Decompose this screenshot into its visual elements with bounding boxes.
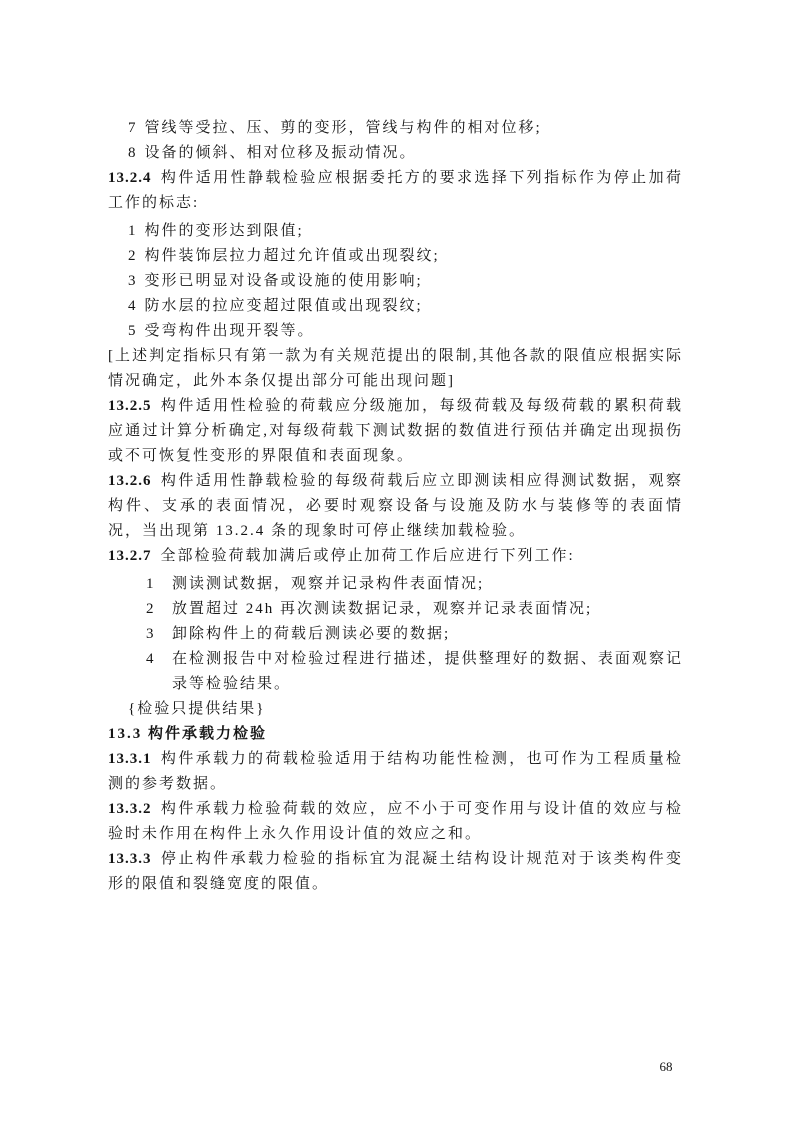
work-item-4 — [108, 647, 683, 697]
clause-13-2-6 — [108, 469, 683, 544]
list-item-3 — [108, 269, 683, 294]
list-item-2 — [108, 244, 683, 269]
brace-note: {检验只提供结果} — [128, 701, 266, 717]
list-item-number: 2 — [146, 601, 154, 617]
list-item-text: 构件的变形达到限值; — [144, 223, 304, 239]
list-item-text: 放置超过 24h 再次测读数据记录，观察并记录表面情况; — [172, 601, 593, 617]
list-item-number: 4 — [128, 298, 136, 314]
list-item-number: 1 — [146, 576, 154, 592]
page-content — [108, 116, 683, 897]
list-item-text: 在检测报告中对检验过程进行描述，提供整理好的数据、表面观察记录等检验结果。 — [172, 651, 683, 692]
clause-13-2-5 — [108, 394, 683, 469]
list-item-text: 受弯构件出现开裂等。 — [144, 323, 315, 339]
clause-13-3-3 — [108, 847, 683, 897]
clause-13-2-4 — [108, 166, 683, 216]
clause-text: 构件适用性静载检验的每级荷载后应立即测读相应得测试数据，观察构件、支承的表面情况，必要时观察设备与设施及防水与装修等的表面情况，当出现第 13.2.4 条的现象时可停止继续加载检验。 — [108, 473, 683, 539]
list-item-number: 1 — [128, 223, 136, 239]
list-item-text: 设备的倾斜、相对位移及振动情况。 — [144, 145, 417, 161]
list-item-text: 防水层的拉应变超过限值或出现裂纹; — [144, 298, 423, 314]
list-item-text: 卸除构件上的荷载后测读必要的数据; — [172, 626, 451, 642]
clause-number: 13.3.1 — [108, 751, 152, 767]
work-item-3 — [108, 622, 683, 647]
clause-13-3-2 — [108, 797, 683, 847]
list-item-number: 4 — [146, 651, 154, 667]
clause-number: 13.2.7 — [108, 548, 152, 564]
list-item-text: 管线等受拉、压、剪的变形，管线与构件的相对位移; — [144, 120, 542, 136]
clause-13-2-7 — [108, 544, 683, 569]
list-item-number: 5 — [128, 323, 136, 339]
clause-text: 全部检验荷载加满后或停止加荷工作后应进行下列工作: — [160, 548, 575, 564]
list-item-number: 2 — [128, 248, 136, 264]
work-item-2 — [108, 597, 683, 622]
list-item-number: 7 — [128, 120, 136, 136]
list-item-7 — [108, 116, 683, 141]
list-item-text: 构件装饰层拉力超过允许值或出现裂纹; — [144, 248, 440, 264]
clause-number: 13.2.5 — [108, 398, 152, 414]
list-item-number: 8 — [128, 145, 136, 161]
clause-text: 构件适用性检验的荷载应分级施加，每级荷载及每级荷载的累积荷载应通过计算分析确定,对每级荷载下测试数据的数值进行预估并确定出现损伤或不可恢复性变形的界限值和表面现象。 — [108, 398, 683, 464]
clause-text: 构件承载力的荷载检验适用于结构功能性检测，也可作为工程质量检测的参考数据。 — [108, 751, 683, 792]
clause-number: 13.2.6 — [108, 473, 152, 489]
clause-13-2-7-list — [108, 572, 683, 697]
page-number: 68 — [659, 1059, 673, 1074]
section-heading-13-3: 13.3 构件承载力检验 — [108, 726, 268, 742]
list-item-4 — [108, 294, 683, 319]
clause-text: 构件适用性静载检验应根据委托方的要求选择下列指标作为停止加荷工作的标志: — [108, 170, 683, 211]
clause-13-3-1 — [108, 747, 683, 797]
clause-number: 13.2.4 — [108, 170, 152, 186]
bracket-note: [上述判定指标只有第一款为有关规范提出的限制,其他各款的限值应根据实际情况确定，此外本条仅提出部分可能出现问题] — [108, 348, 683, 389]
list-item-number: 3 — [146, 626, 154, 642]
clause-13-2-4-list — [108, 219, 683, 344]
clause-text: 构件承载力检验荷载的效应，应不小于可变作用与设计值的效应与检验时未作用在构件上永久作用设计值的效应之和。 — [108, 801, 683, 842]
clause-number: 13.3.2 — [108, 801, 152, 817]
list-item-8 — [108, 141, 683, 166]
list-item-text: 测读测试数据，观察并记录构件表面情况; — [172, 576, 485, 592]
clause-text: 停止构件承载力检验的指标宜为混凝土结构设计规范对于该类构件变形的限值和裂缝宽度的限值。 — [108, 851, 683, 892]
work-item-1 — [108, 572, 683, 597]
list-item-number: 3 — [128, 273, 136, 289]
list-item-text: 变形已明显对设备或设施的使用影响; — [144, 273, 423, 289]
list-item-5 — [108, 319, 683, 344]
clause-number: 13.3.3 — [108, 851, 152, 867]
list-item-1 — [108, 219, 683, 244]
